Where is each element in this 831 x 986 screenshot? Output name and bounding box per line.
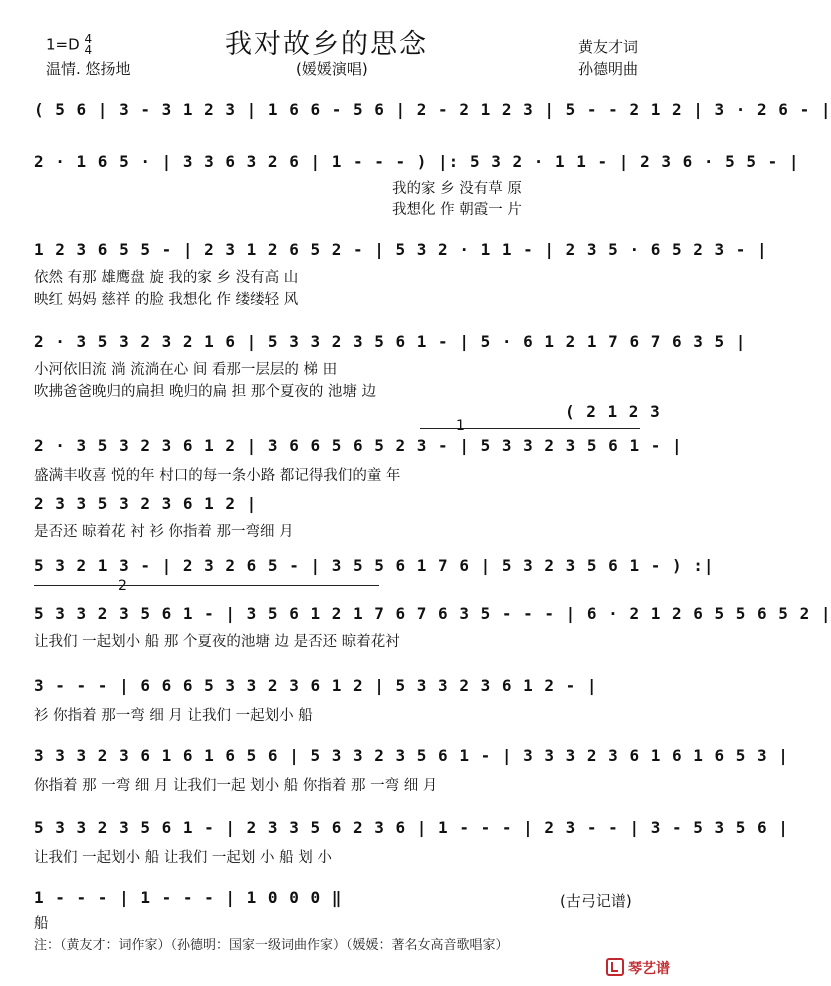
score-line-5: 2 · 3 5 3 2 3 6 1 2 | 3 6 6 5 6 5 2 3 - | 5 3 3 2 3 5 6 1 - | xyxy=(34,436,683,455)
score-line-12: 1 - - - | 1 - - - | 1 0 0 0 ‖ xyxy=(34,888,343,907)
footer-note: 注：（黄友才：词作家）（孙德明：国家一级词曲作家）（媛媛：著名女高音歌唱家） xyxy=(34,938,509,953)
score-line-7: 5 3 2 1 3 - | 2 3 2 6 5 - | 3 5 5 6 1 7 6 | 5 3 2 3 5 6 1 - ) :| xyxy=(34,556,715,575)
transcriber-credit: (古弓记谱) xyxy=(560,892,632,910)
lyric-line-2a: 我的家 乡 没有草 原 xyxy=(392,181,522,197)
expression-marking: 温情. 悠扬地 xyxy=(46,60,131,78)
lyric-line-9: 衫 你指着 那一弯 细 月 让我们 一起划小 船 xyxy=(34,708,313,724)
watermark-logo: 琴艺谱 xyxy=(606,958,670,978)
score-line-6: 2 3 3 5 3 2 3 6 1 2 | xyxy=(34,494,258,513)
volta-1-number: 1 xyxy=(456,418,465,434)
music-note-icon xyxy=(606,958,624,976)
key-signature: 1=D 4 4 xyxy=(46,32,93,57)
lyric-line-11: 让我们 一起划小 船 让我们 一起划 小 船 划 小 xyxy=(34,850,332,866)
lyric-line-6: 是否还 晾着花 衬 衫 你指着 那一弯细 月 xyxy=(34,524,294,540)
score-line-9: 3 - - - | 6 6 6 5 3 3 2 3 6 1 2 | 5 3 3 2 3 6 1 2 - | xyxy=(34,676,598,695)
score-line-10: 3 3 3 2 3 6 1 6 1 6 5 6 | 5 3 3 2 3 5 6 1 - | 3 3 3 2 3 6 1 6 1 6 5 3 | xyxy=(34,746,789,765)
volta-1-bracket xyxy=(420,428,640,429)
lyric-line-3a: 依然 有那 雄鹰盘 旋 我的家 乡 没有高 山 xyxy=(34,270,299,286)
lyric-line-8: 让我们 一起划小 船 那 个夏夜的池塘 边 是否还 晾着花衬 xyxy=(34,634,400,650)
lyric-line-4a: 小河依旧流 淌 流淌在心 间 看那一层层的 梯 田 xyxy=(34,362,338,378)
lyric-line-4b: 吹拂爸爸晚归的扁担 晚归的扁 担 那个夏夜的 池塘 边 xyxy=(34,384,377,400)
score-line-11: 5 3 3 2 3 5 6 1 - | 2 3 3 5 6 2 3 6 | 1 - - - | 2 3 - - | 3 - 5 3 5 6 | xyxy=(34,818,789,837)
time-signature: 4 4 xyxy=(84,32,93,57)
intro-bracket: ( 2 1 2 3 xyxy=(565,402,661,421)
score-line-2: 2 · 1 6 5 · | 3 3 6 3 2 6 | 1 - - - ) |: 5 3 2 · 1 1 - | 2 3 6 · 5 5 - | xyxy=(34,152,800,171)
composer-credit: 孙德明曲 xyxy=(578,60,639,78)
score-line-3: 1 2 3 6 5 5 - | 2 3 1 2 6 5 2 - | 5 3 2 · 1 1 - | 2 3 5 · 6 5 2 3 - | xyxy=(34,240,768,259)
lyric-line-3b: 映红 妈妈 慈祥 的脸 我想化 作 缕缕轻 风 xyxy=(34,292,299,308)
score-line-1: ( 5 6 | 3 - 3 1 2 3 | 1 6 6 - 5 6 | 2 - 2 1 2 3 | 5 - - 2 1 2 | 3 · 2 6 - | xyxy=(34,100,831,119)
volta-2-number: 2 xyxy=(118,578,127,594)
score-line-8: 5 3 3 2 3 5 6 1 - | 3 5 6 1 2 1 7 6 7 6 3 5 - - - | 6 · 2 1 2 6 5 5 6 5 2 | xyxy=(34,604,831,623)
song-title: 我对故乡的思念 xyxy=(225,29,428,60)
lyric-line-12: 船 xyxy=(34,916,49,932)
volta-2-bracket xyxy=(34,585,379,586)
singer-credit: (媛媛演唱) xyxy=(296,60,368,78)
score-line-4: 2 · 3 5 3 2 3 2 1 6 | 5 3 3 2 3 5 6 1 - | 5 · 6 1 2 1 7 6 7 6 3 5 | xyxy=(34,332,747,351)
lyric-line-10: 你指着 那 一弯 细 月 让我们一起 划小 船 你指着 那 一弯 细 月 xyxy=(34,778,438,794)
lyric-line-2b: 我想化 作 朝霞一 片 xyxy=(392,202,522,218)
lyricist-credit: 黄友才词 xyxy=(578,38,639,56)
lyric-line-5: 盛满丰收喜 悦的年 村口的每一条小路 都记得我们的童 年 xyxy=(34,468,401,484)
